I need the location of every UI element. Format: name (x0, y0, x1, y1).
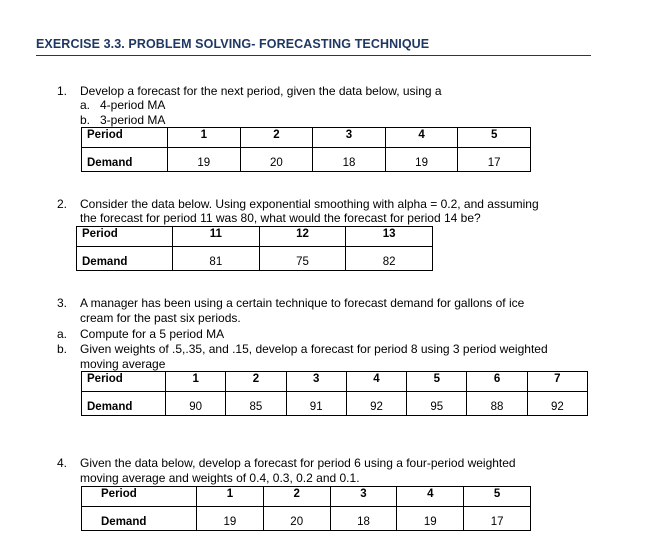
q3-demand-cell: 92 (527, 392, 587, 416)
q3-demand-cell: 91 (286, 392, 346, 416)
q3-a-text: Compute for a 5 period MA (80, 327, 225, 341)
q3-period-cell: 3 (286, 372, 346, 392)
q1-b-text: 3-period MA (100, 113, 166, 127)
q1-demand-label: Demand (82, 148, 168, 172)
q3-period-cell: 5 (407, 372, 467, 392)
q4-period-cell: 1 (197, 487, 264, 507)
q1-b-label: b. (80, 113, 91, 127)
title-divider (36, 55, 591, 56)
q1-period-cell: 3 (313, 128, 386, 148)
q1-demand-cell: 17 (458, 148, 531, 172)
q4-period-cell: 5 (464, 487, 531, 507)
q1-a-label: a. (80, 98, 91, 112)
q2-demand-row (77, 247, 433, 271)
q3-period-cell: 1 (166, 372, 226, 392)
q2-line2: the forecast for period 11 was 80, what would the forecast for period 14 be? (80, 211, 481, 225)
q4-demand-cell: 19 (397, 507, 464, 531)
q1-period-row (82, 128, 531, 148)
q3-number: 3. (57, 296, 68, 310)
q2-period-label: Period (77, 227, 173, 247)
q4-demand-label: Demand (82, 507, 197, 531)
q3-period-cell: 4 (346, 372, 406, 392)
q2-demand-cell: 75 (259, 247, 346, 271)
q3-b-line1: Given weights of .5,.35, and .15, develop a forecast for period 8 using 3 period weighted (80, 342, 548, 356)
q4-number: 4. (57, 456, 68, 470)
q2-number: 2. (57, 197, 68, 211)
q3-demand-row (82, 392, 588, 416)
q1-period-label: Period (82, 128, 168, 148)
q1-demand-cell: 19 (168, 148, 241, 172)
q1-text: Develop a forecast for the next period, given the data below, using a (80, 84, 442, 98)
q3-line2: cream for the past six periods. (80, 311, 241, 325)
q4-demand-cell: 17 (464, 507, 531, 531)
q1-period-cell: 5 (458, 128, 531, 148)
q1-period-cell: 4 (385, 128, 458, 148)
q2-table (76, 226, 433, 271)
q3-period-cell: 2 (226, 372, 286, 392)
q3-demand-cell: 85 (226, 392, 286, 416)
page-title: EXERCISE 3.3. PROBLEM SOLVING- FORECASTING TECHNIQUE (36, 37, 430, 51)
q1-a-text: 4-period MA (100, 98, 166, 112)
q1-demand-cell: 19 (385, 148, 458, 172)
q2-line1: Consider the data below. Using exponential smoothing with alpha = 0.2, and assuming (80, 197, 539, 211)
q1-number: 1. (57, 84, 68, 98)
q2-period-cell: 13 (346, 227, 433, 247)
q3-period-label: Period (82, 372, 166, 392)
q3-line1: A manager has been using a certain technique to forecast demand for gallons of ice (80, 296, 525, 310)
q4-demand-cell: 20 (263, 507, 330, 531)
q2-period-cell: 11 (173, 227, 260, 247)
q1-table (81, 127, 531, 172)
q1-demand-row (82, 148, 531, 172)
q1-period-cell: 1 (168, 128, 241, 148)
q3-period-row (82, 372, 588, 392)
q3-table (81, 371, 588, 416)
q4-period-cell: 3 (330, 487, 397, 507)
q4-line2: moving average and weights of 0.4, 0.3, 0.2 and 0.1. (80, 471, 360, 485)
q3-b-label: b. (57, 342, 68, 356)
q4-table (81, 486, 531, 531)
q4-demand-cell: 18 (330, 507, 397, 531)
q2-demand-cell: 81 (173, 247, 260, 271)
q4-period-cell: 2 (263, 487, 330, 507)
q4-line1: Given the data below, develop a forecast for period 6 using a four-period weighted (80, 456, 516, 470)
q1-demand-cell: 18 (313, 148, 386, 172)
q2-period-cell: 12 (259, 227, 346, 247)
q3-period-cell: 6 (467, 372, 527, 392)
q4-period-cell: 4 (397, 487, 464, 507)
q2-demand-label: Demand (77, 247, 173, 271)
q1-demand-cell: 20 (240, 148, 313, 172)
q3-demand-cell: 92 (346, 392, 406, 416)
q3-demand-cell: 88 (467, 392, 527, 416)
q2-demand-cell: 82 (346, 247, 433, 271)
q4-period-row (82, 487, 531, 507)
q4-period-label: Period (82, 487, 197, 507)
q4-demand-row (82, 507, 531, 531)
q3-demand-cell: 90 (166, 392, 226, 416)
q1-period-cell: 2 (240, 128, 313, 148)
q3-demand-label: Demand (82, 392, 166, 416)
q3-a-label: a. (57, 327, 68, 341)
q3-demand-cell: 95 (407, 392, 467, 416)
q4-demand-cell: 19 (197, 507, 264, 531)
q2-period-row (77, 227, 433, 247)
q3-b-line2: moving average (80, 357, 166, 371)
q3-period-cell: 7 (527, 372, 587, 392)
